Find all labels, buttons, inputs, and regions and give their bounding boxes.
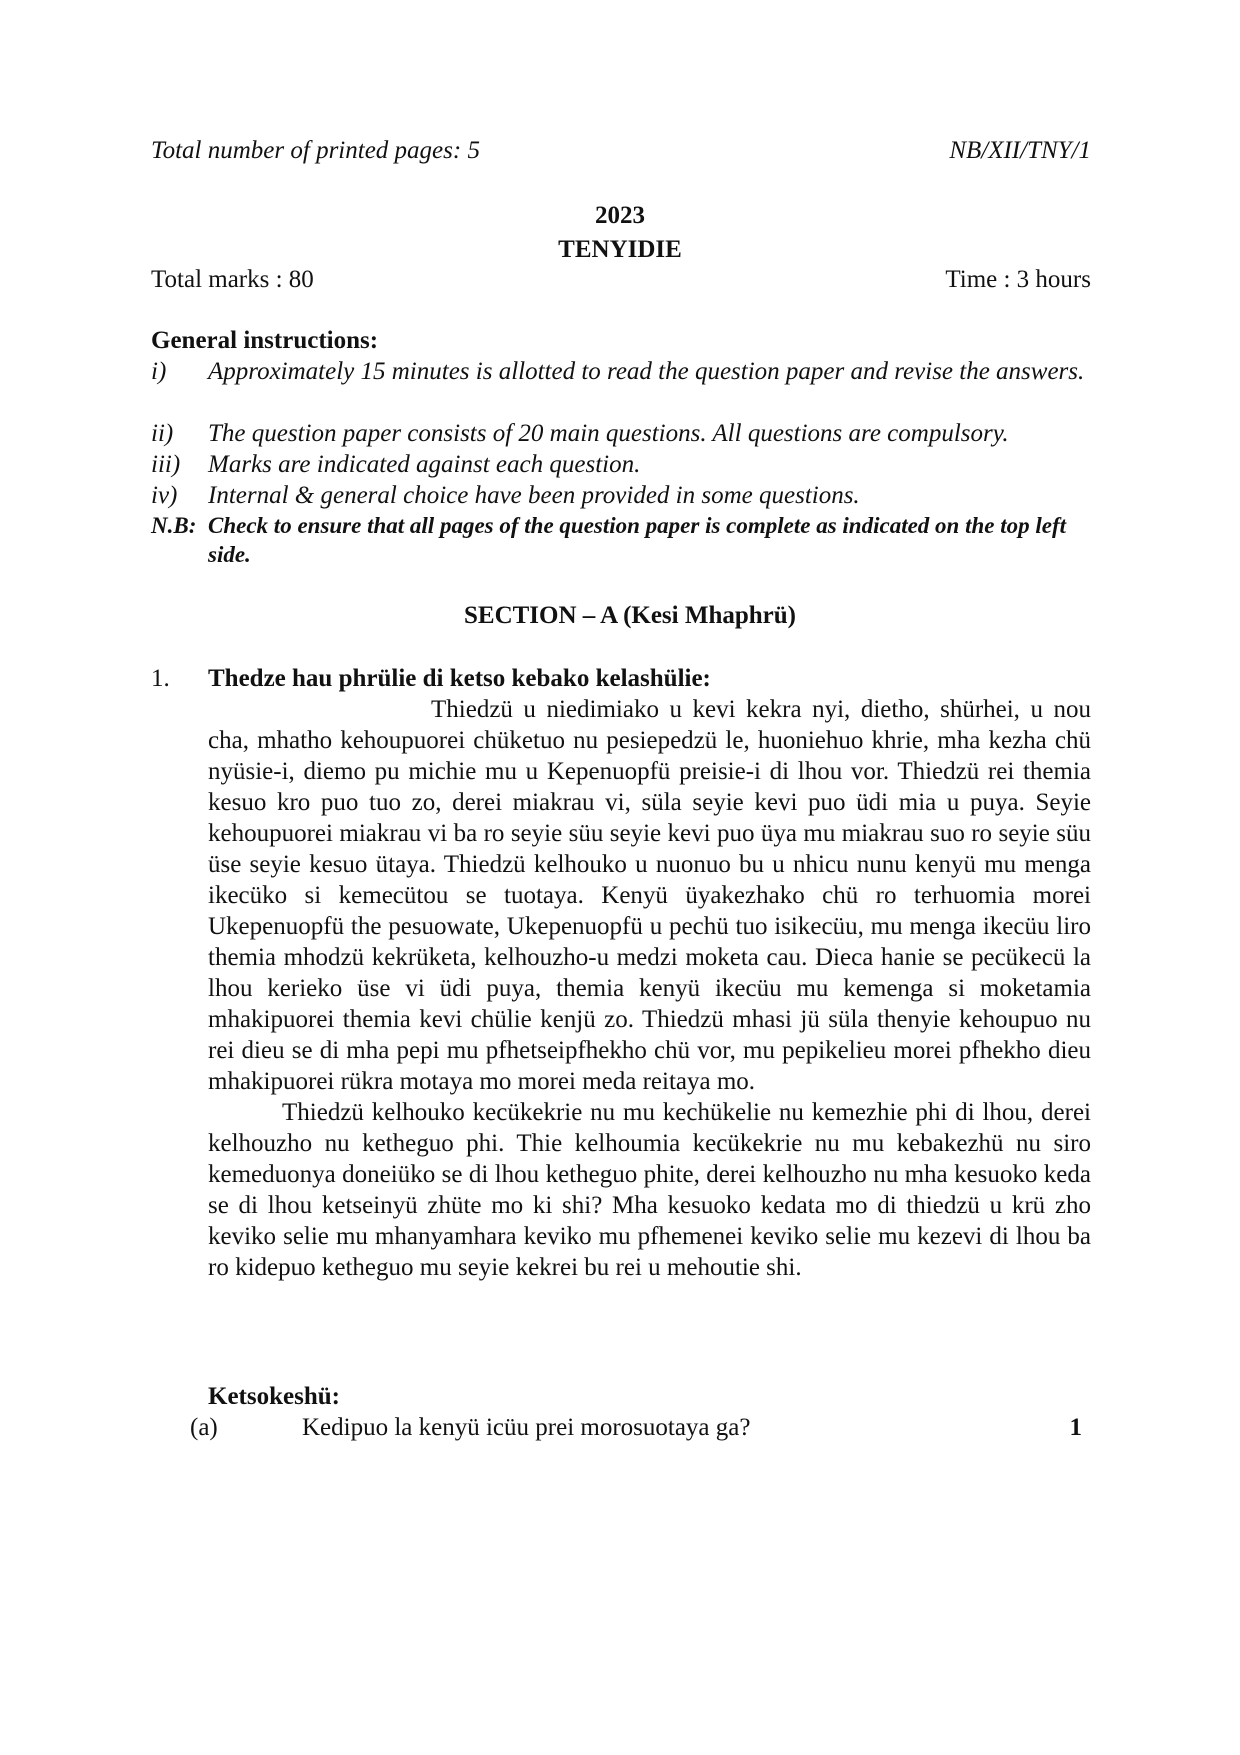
sub-question-marks: 1 bbox=[1069, 1414, 1082, 1441]
instruction-text: Internal & general choice have been provided in some questions. bbox=[208, 482, 860, 509]
total-marks: Total marks : 80 bbox=[151, 266, 314, 293]
instruction-number: i) bbox=[151, 358, 167, 385]
nb-text: Check to ensure that all pages of the question paper is complete as indicated on the top left side. bbox=[208, 513, 1067, 567]
printed-pages-note: Total number of printed pages: 5 bbox=[151, 137, 480, 164]
exam-subject: TENYIDIE bbox=[558, 236, 682, 263]
passage-paragraph: Thiedzü u niedimiako u kevi kekra nyi, dietho, shürhei, u nou cha, mhatho kehoupuorei chüketuo nu pesiepedzü le, huoniehuo khrie, mha kezha chü nyüsie-i, diemo pu michie mu u Kepenuopfü preisie-i di lhou vor. Thiedzü rei themia kesuo kro puo tuo zo, derei miakrau vi, süla seyie kevi puo üdi mia u puya. Seyie kehoupuorei miakrau vi ba ro seyie süu seyie kevi puo üya mu miakrau suo ro seyie süu üse seyie kesuo ütaya. Thiedzü kelhouko u nuonuo bu u nhicu nunu kenyü mu menga ikecüko si kemecütou se tuotaya. Kenyü üyakezhako chü ro terhuomia morei Ukepenuopfü the pesuowate, Ukepenuopfü u pechü tuo isikecüu, mu menga ikecüu liro themia mhodzü kekrüketa, kelhouzho-u medzi moketa cau. Dieca hanie se pecükecü la lhou kerieko üse vi üdi puya, themia kenyü ikecüu mu kemenga si moketamia mhakipuorei themia kevi chülie kenjü zo. Thiedzü mhasi jü süla thenyie kehoupuo nu rei dieu se di mha pepi mu pfhetseipfhekho chü vor, mu pepikelieu morei pfhekho dieu mhakipuorei rükra motaya mo morei meda reitaya mo. bbox=[208, 696, 1091, 1095]
question-number: 1. bbox=[151, 665, 170, 692]
instruction-number: ii) bbox=[151, 420, 174, 447]
instruction-item bbox=[151, 418, 1091, 449]
nb-note bbox=[151, 511, 1091, 569]
reading-passage bbox=[208, 694, 1091, 1283]
instruction-item bbox=[151, 449, 1091, 480]
instructions-heading: General instructions: bbox=[151, 327, 379, 354]
sub-questions-heading: Ketsokeshü: bbox=[208, 1383, 340, 1410]
exam-time: Time : 3 hours bbox=[945, 266, 1091, 293]
sub-question-text: Kedipuo la kenyü icüu prei morosuotaya ga? bbox=[302, 1414, 751, 1441]
instruction-text: Marks are indicated against each question. bbox=[208, 451, 641, 478]
instruction-item bbox=[151, 356, 1091, 387]
sub-question-label: (a) bbox=[190, 1414, 218, 1441]
exam-year: 2023 bbox=[595, 202, 645, 229]
paper-code: NB/XII/TNY/1 bbox=[949, 137, 1091, 164]
instruction-item bbox=[151, 480, 1091, 511]
question-prompt: Thedze hau phrülie di ketso kebako kelashülie: bbox=[208, 665, 711, 692]
section-title: SECTION – A (Kesi Mhaphrü) bbox=[463, 602, 796, 629]
instruction-text: The question paper consists of 20 main questions. All questions are compulsory. bbox=[208, 420, 1009, 447]
instruction-number: iii) bbox=[151, 451, 181, 478]
passage-paragraph: Thiedzü kelhouko kecükekrie nu mu kechükelie nu kemezhie phi di lhou, derei kelhouzho nu ketheguo phi. Thie kelhoumia kecükekrie nu mu kebakezhü nu siro kemeduonya doneiüko se di lhou ketheguo phite, derei kelhouzho nu mha kesuoko keda se di lhou ketseinyü zhüte mo ki shi? Mha kesuoko kedata mo di thiedzü u krü zho keviko selie mu mhanyamhara keviko mu pfhemenei keviko selie mu kezevi di lhou ba ro kidepuo ketheguo mu seyie kekrei bu rei u mehoutie shi. bbox=[208, 1099, 1091, 1281]
nb-label: N.B: bbox=[151, 513, 197, 538]
instruction-number: iv) bbox=[151, 482, 178, 509]
instruction-text: Approximately 15 minutes is allotted to read the question paper and revise the answers. bbox=[208, 358, 1085, 385]
